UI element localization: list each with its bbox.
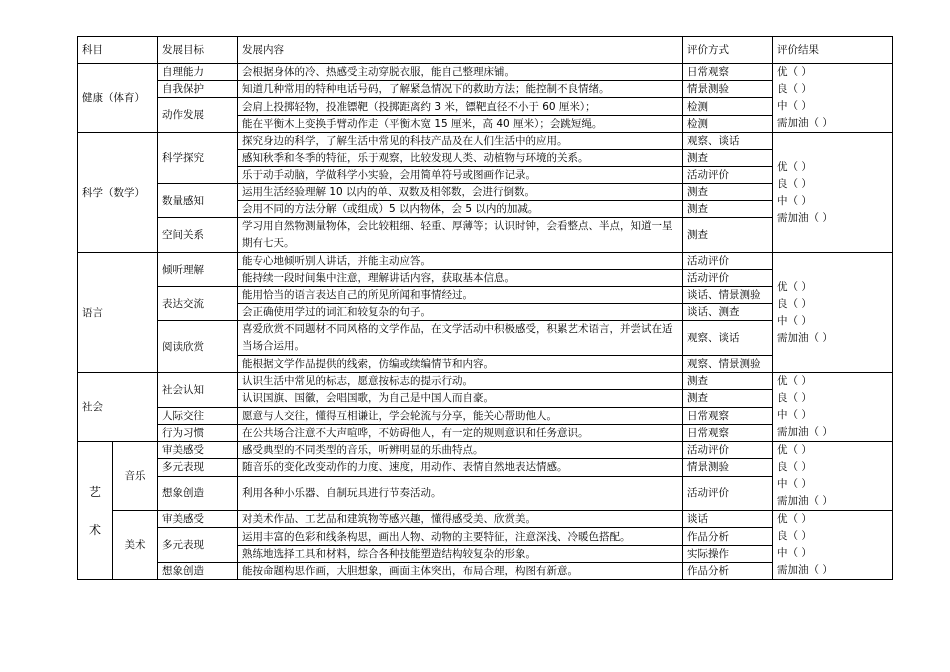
goal-cell: 空间关系 (158, 218, 238, 253)
method-cell: 活动评价 (683, 270, 773, 287)
method-cell: 测查 (683, 184, 773, 201)
result-cell-language (773, 253, 893, 373)
result-option: 优（ ） (777, 160, 812, 173)
result-option: 良（ ） (777, 297, 812, 310)
table-row (78, 321, 893, 356)
subject-society: 社会 (78, 373, 158, 442)
table-row (78, 563, 893, 580)
method-cell: 谈话、测查 (683, 304, 773, 321)
table-row (78, 424, 893, 441)
header-goal: 发展目标 (158, 37, 238, 64)
goal-cell: 多元表现 (158, 528, 238, 563)
result-option: 良（ ） (777, 461, 812, 473)
goal-cell: 想象创造 (158, 563, 238, 580)
content-cell: 随音乐的变化改变动作的力度、速度，用动作、表情自然地表达情感。 (238, 459, 683, 476)
content-cell: 学习用自然物测量物体，会比较粗细、轻重、厚薄等；认识时钟，会看整点、半点，知道一星期有七天。 (238, 218, 683, 253)
content-cell: 愿意与人交往，懂得互相谦让，学会轮流与分享，能关心帮助他人。 (238, 407, 683, 424)
header-method: 评价方式 (683, 37, 773, 64)
goal-cell: 多元表现 (158, 459, 238, 476)
subject-science: 科学（数学） (78, 133, 158, 253)
header-result: 评价结果 (773, 37, 893, 64)
goal-cell: 自我保护 (158, 81, 238, 98)
result-option: 需加油（ ） (777, 211, 833, 224)
method-cell: 测查 (683, 390, 773, 407)
table-row (78, 511, 893, 528)
result-option: 需加油（ ） (777, 495, 833, 507)
method-cell: 日常观察 (683, 64, 773, 81)
method-cell: 测查 (683, 201, 773, 218)
table-row (78, 407, 893, 424)
method-cell: 活动评价 (683, 253, 773, 270)
table-row (78, 98, 893, 116)
content-cell: 能按命题构思作画，大胆想象，画面主体突出，布局合理，构图有新意。 (238, 563, 683, 580)
goal-cell: 数量感知 (158, 184, 238, 218)
table-row (78, 459, 893, 476)
result-option: 中（ ） (777, 478, 812, 490)
goal-cell: 阅读欣赏 (158, 321, 238, 373)
content-cell: 运用丰富的色彩和线条构思，画出人物、动物的主要特征，注意深浅、冷暖色搭配。 (238, 528, 683, 546)
table-row (78, 253, 893, 270)
content-cell: 知道几种常用的特种电话号码，了解紧急情况下的救助方法；能控制不良情绪。 (238, 81, 683, 98)
table-row (78, 218, 893, 253)
content-cell: 喜爱欣赏不同题材不同风格的文学作品，在文学活动中积极感受，积累艺术语言，并尝试在适当场合运用。 (238, 321, 683, 356)
content-cell: 能在平衡木上变换手臂动作走（平衡木宽 15 厘米，高 40 厘米）；会跳短绳。 (238, 116, 683, 133)
subject-arts-char-2: 术 (88, 522, 101, 537)
method-cell: 测查 (683, 373, 773, 390)
table-row (78, 373, 893, 390)
result-option: 中（ ） (777, 100, 812, 112)
method-cell: 实际操作 (683, 546, 773, 563)
method-cell: 情景测验 (683, 81, 773, 98)
evaluation-table (77, 36, 893, 580)
goal-cell: 倾听理解 (158, 253, 238, 287)
method-cell: 情景测验 (683, 459, 773, 476)
subject-arts-char-1: 艺 (88, 484, 101, 499)
result-option: 优（ ） (777, 444, 812, 456)
subject-health: 健康（体育） (78, 64, 158, 133)
goal-cell: 审美感受 (158, 442, 238, 459)
method-cell: 谈话 (683, 511, 773, 528)
table-row (78, 476, 893, 511)
result-cell-music (773, 442, 893, 511)
result-option: 优（ ） (777, 280, 812, 293)
content-cell: 感知秋季和冬季的特征，乐于观察，比较发现人类、动植物与环境的关系。 (238, 150, 683, 167)
method-cell: 测查 (683, 218, 773, 253)
content-cell: 认识国旗、国徽，会唱国歌，为自己是中国人而自豪。 (238, 390, 683, 407)
method-cell: 作品分析 (683, 528, 773, 546)
content-cell: 会肩上投掷轻物，投准镖靶（投掷距离约 3 米，镖靶直径不小于 60 厘米）； (238, 98, 683, 116)
result-cell-society (773, 373, 893, 442)
result-option: 良（ ） (777, 177, 812, 190)
table-row (78, 442, 893, 459)
goal-cell: 科学探究 (158, 133, 238, 184)
goal-cell: 行为习惯 (158, 424, 238, 441)
method-cell: 活动评价 (683, 476, 773, 511)
method-cell: 活动评价 (683, 442, 773, 459)
result-option: 需加油（ ） (777, 426, 833, 438)
result-option: 中（ ） (777, 547, 812, 559)
result-cell-science (773, 133, 893, 253)
header-subject: 科目 (78, 37, 158, 64)
table-row (78, 184, 893, 201)
content-cell: 感受典型的不同类型的音乐，听辨明显的乐曲特点。 (238, 442, 683, 459)
method-cell: 谈话、情景测验 (683, 287, 773, 304)
table-row (78, 81, 893, 98)
goal-cell: 审美感受 (158, 511, 238, 528)
content-cell: 利用各种小乐器、自制玩具进行节奏活动。 (238, 476, 683, 511)
result-option: 良（ ） (777, 392, 812, 404)
result-option: 优（ ） (777, 66, 812, 78)
content-cell: 对美术作品、工艺品和建筑物等感兴趣，懂得感受美、欣赏美。 (238, 511, 683, 528)
content-cell: 乐于动手动脑，学做科学小实验，会用简单符号或图画作记录。 (238, 167, 683, 184)
content-cell: 会用不同的方法分解（或组成）5 以内物体，会 5 以内的加减。 (238, 201, 683, 218)
result-option: 中（ ） (777, 314, 812, 327)
method-cell: 日常观察 (683, 424, 773, 441)
content-cell: 探究身边的科学，了解生活中常见的科技产品及在人们生活中的应用。 (238, 133, 683, 150)
result-option: 需加油（ ） (777, 564, 833, 576)
table-row (78, 64, 893, 81)
result-option: 良（ ） (777, 83, 812, 95)
method-cell: 观察、谈话 (683, 133, 773, 150)
result-option: 中（ ） (777, 409, 812, 421)
table-row (78, 133, 893, 150)
goal-cell: 想象创造 (158, 476, 238, 511)
subject-arts (78, 442, 113, 580)
result-option: 需加油（ ） (777, 117, 833, 129)
subject-language: 语言 (78, 253, 158, 373)
method-cell: 检测 (683, 116, 773, 133)
content-cell: 在公共场合注意不大声喧哗，不妨碍他人，有一定的规则意识和任务意识。 (238, 424, 683, 441)
result-option: 需加油（ ） (777, 331, 833, 344)
content-cell: 能专心地倾听别人讲话，并能主动应答。 (238, 253, 683, 270)
goal-cell: 人际交往 (158, 407, 238, 424)
result-option: 优（ ） (777, 375, 812, 387)
result-cell-fine-art (773, 511, 893, 580)
content-cell: 能根据文学作品提供的线索，仿编或续编情节和内容。 (238, 356, 683, 373)
method-cell: 作品分析 (683, 563, 773, 580)
sub-subject-fine-art: 美术 (113, 511, 158, 580)
goal-cell: 动作发展 (158, 98, 238, 133)
result-option: 优（ ） (777, 513, 812, 525)
goal-cell: 自理能力 (158, 64, 238, 81)
content-cell: 会根据身体的冷、热感受主动穿脱衣服，能自己整理床铺。 (238, 64, 683, 81)
method-cell: 活动评价 (683, 167, 773, 184)
goal-cell: 社会认知 (158, 373, 238, 408)
header-content: 发展内容 (238, 37, 683, 64)
goal-cell: 表达交流 (158, 287, 238, 321)
result-option: 中（ ） (777, 194, 812, 207)
method-cell: 观察、谈话 (683, 321, 773, 356)
result-cell-health (773, 64, 893, 133)
content-cell: 熟练地选择工具和材料，综合各种技能塑造结构较复杂的形象。 (238, 546, 683, 563)
content-cell: 会正确使用学过的词汇和较复杂的句子。 (238, 304, 683, 321)
content-cell: 能持续一段时间集中注意，理解讲话内容，获取基本信息。 (238, 270, 683, 287)
content-cell: 运用生活经验理解 10 以内的单、双数及相邻数，会进行倒数。 (238, 184, 683, 201)
method-cell: 测查 (683, 150, 773, 167)
method-cell: 日常观察 (683, 407, 773, 424)
content-cell: 能用恰当的语言表达自己的所见所闻和事情经过。 (238, 287, 683, 304)
sub-subject-music: 音乐 (113, 442, 158, 511)
table-header-row (78, 37, 893, 64)
content-cell: 认识生活中常见的标志，愿意按标志的提示行动。 (238, 373, 683, 390)
result-option: 良（ ） (777, 530, 812, 542)
table-row (78, 287, 893, 304)
method-cell: 检测 (683, 98, 773, 116)
table-row (78, 528, 893, 546)
method-cell: 观察、情景测验 (683, 356, 773, 373)
